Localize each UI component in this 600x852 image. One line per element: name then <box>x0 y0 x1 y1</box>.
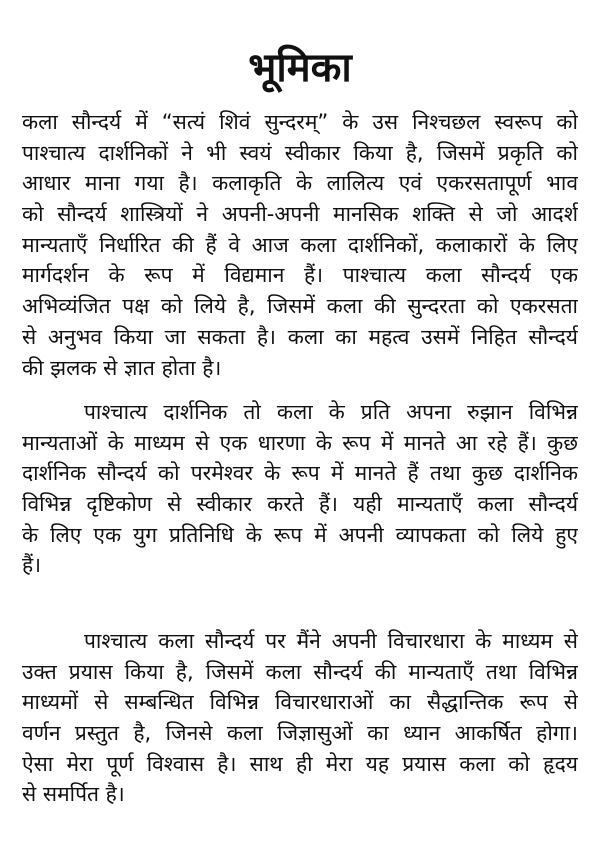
text-line: से अनुभव किया जा सकता है। कला का महत्व उसमें निहित सौन्दर्य <box>22 324 578 349</box>
text-line: अभिव्यंजित पक्ष को लिये है, जिसमें कला की सुन्दरता को एकरसता <box>22 294 578 319</box>
text-line: को सौन्दर्य शास्त्रियों ने अपनी-अपनी मानसिक शक्ति से जो आदर्श <box>22 202 578 227</box>
text-line: विभिन्न दृष्टिकोण से स्वीकार करते हैं। यही मान्यताएँ कला सौन्दर्य <box>22 492 578 517</box>
text-line: उक्त प्रयास किया है, जिसमें कला सौन्दर्य की मान्यताएँ तथा विभिन्न <box>22 659 578 684</box>
text-line: मान्यताएँ निर्धारित की हैं वे आज कला दार्शनिकों, कलाकारों के लिए <box>22 232 578 257</box>
text-line: पाश्चात्य दार्शनिकों ने भी स्वयं स्वीकार किया है, जिसमें प्रकृति को <box>22 140 578 165</box>
text-line: वर्णन प्रस्तुत है, जिनसे कला जिज्ञासुओं का ध्यान आकर्षित होगा। <box>22 721 578 746</box>
text-line: पाश्चात्य कला सौन्दर्य पर मैंने अपनी विचारधारा के माध्यम से <box>84 629 578 653</box>
text-line: से समर्पित है। <box>22 782 125 807</box>
text-line: दार्शनिक सौन्दर्य को परमेश्वर के रूप में मानते हैं तथा कुछ दार्शनिक <box>22 461 578 486</box>
paragraph-3 <box>22 626 578 810</box>
text-line: आधार माना गया है। कलाकृति के लालित्य एवं एकरसतापूर्ण भाव <box>22 171 578 196</box>
text-line: की झलक से ज्ञात होता है। <box>22 355 222 380</box>
text-line: कला सौन्दर्य में “सत्यं शिवं सुन्दरम्” के उस निश्चछल स्वरूप को <box>22 110 578 134</box>
text-line: ऐसा मेरा पूर्ण विश्वास है। साथ ही मेरा यह प्रयास कला को हृदय <box>22 751 578 776</box>
paragraph-2 <box>22 397 578 581</box>
text-line: हैं। <box>22 553 42 578</box>
text-line: पाश्चात्य दार्शनिक तो कला के प्रति अपना रुझान विभिन्न <box>84 400 578 424</box>
text-line: के लिए एक युग प्रतिनिधि के रूप में अपनी व्यापकता को लिये हुए <box>22 522 578 547</box>
text-line: मान्यताओं के माध्यम से एक धारणा के रूप में मानते आ रहे हैं। कुछ <box>22 430 578 455</box>
text-line: माध्यमों से सम्बन्धित विभिन्न विचारधाराओं का सैद्धान्तिक रूप से <box>22 690 578 715</box>
page-title: भूमिका <box>248 45 352 91</box>
paragraph-1 <box>22 107 578 383</box>
text-line: मार्गदर्शन के रूप में विद्यमान हैं। पाश्चात्य कला सौन्दर्य एक <box>22 263 578 288</box>
